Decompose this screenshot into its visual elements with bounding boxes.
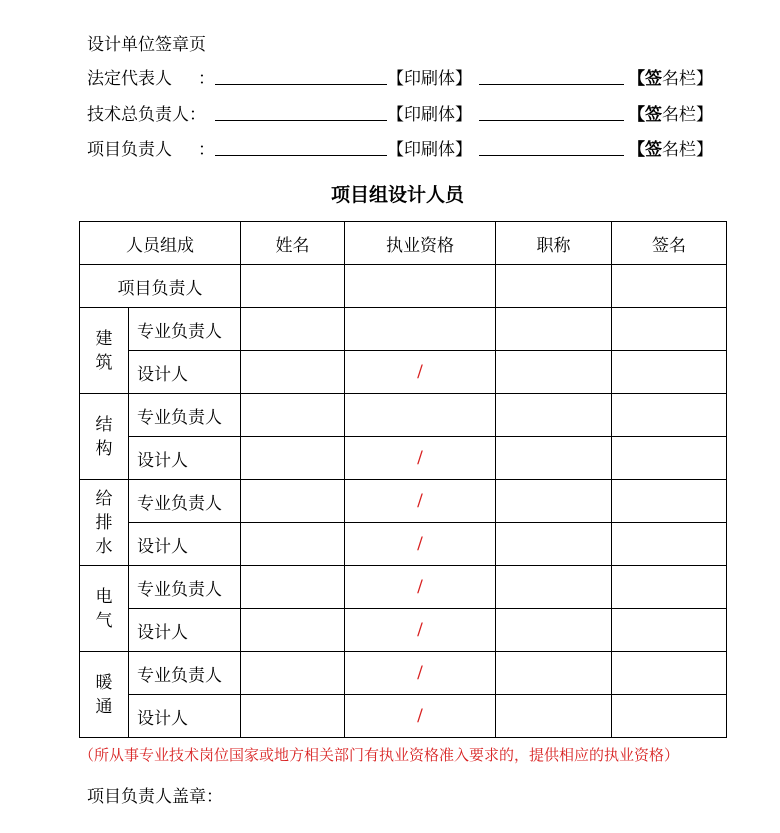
- signature-colon: ：: [198, 140, 215, 160]
- signature-label: 技术总负责人：: [87, 105, 206, 125]
- header-signature: 签名: [612, 222, 727, 265]
- sign-tag: [628, 64, 713, 89]
- table-row: [80, 351, 727, 394]
- discipline-plumbing: [80, 480, 129, 566]
- print-name-line[interactable]: [215, 84, 387, 85]
- qualification-cell[interactable]: /: [345, 566, 496, 609]
- signature-line[interactable]: [479, 120, 624, 121]
- qualification-cell[interactable]: /: [345, 480, 496, 523]
- signature-cell[interactable]: [612, 566, 727, 609]
- print-tag: 【印刷体】: [387, 105, 472, 125]
- signature-cell[interactable]: [612, 308, 727, 351]
- name-cell[interactable]: [241, 566, 345, 609]
- discipline-structure: [80, 394, 129, 480]
- signature-row-legal-rep: [87, 64, 727, 88]
- discipline-char: 结: [95, 414, 113, 435]
- sign-tag-rest: 名栏】: [662, 69, 713, 89]
- signature-label: 项目负责人: [87, 140, 172, 160]
- signature-colon: ：: [198, 69, 215, 89]
- discipline-architecture: [80, 308, 129, 394]
- name-cell[interactable]: [241, 480, 345, 523]
- discipline-char: 排: [95, 512, 113, 533]
- role-cell: 专业负责人: [129, 652, 241, 695]
- discipline-char: 气: [95, 610, 113, 631]
- signature-cell[interactable]: [612, 523, 727, 566]
- name-cell[interactable]: [241, 652, 345, 695]
- table-row: [80, 394, 727, 437]
- qualification-cell[interactable]: [345, 308, 496, 351]
- table-row: [80, 695, 727, 738]
- title-cell[interactable]: [496, 609, 612, 652]
- name-cell[interactable]: [241, 394, 345, 437]
- print-name-line[interactable]: [215, 120, 387, 121]
- signature-cell[interactable]: [612, 652, 727, 695]
- table-row: [80, 609, 727, 652]
- role-cell: 项目负责人: [80, 265, 241, 308]
- title-cell[interactable]: [496, 523, 612, 566]
- discipline-char: 暖: [95, 672, 113, 693]
- design-staff-table: [79, 221, 727, 738]
- signature-cell[interactable]: [612, 437, 727, 480]
- sign-tag-rest: 名栏】: [662, 140, 713, 160]
- qualification-note: （所从事专业技术岗位国家或地方相关部门有执业资格准入要求的，提供相应的执业资格）: [79, 746, 680, 764]
- page-heading: 设计单位签章页: [87, 35, 206, 55]
- signature-label: 法定代表人: [87, 69, 172, 89]
- qualification-cell[interactable]: /: [345, 523, 496, 566]
- signature-row-tech-lead: [87, 100, 727, 124]
- role-cell: 专业负责人: [129, 308, 241, 351]
- table-row: [80, 566, 727, 609]
- title-cell[interactable]: [496, 394, 612, 437]
- discipline-electrical: [80, 566, 129, 652]
- header-name: 姓名: [241, 222, 345, 265]
- signature-cell[interactable]: [612, 695, 727, 738]
- sign-tag-bold: 【签: [628, 140, 662, 160]
- signature-cell[interactable]: [612, 394, 727, 437]
- sign-tag: [628, 135, 713, 160]
- project-leader-stamp-label: 项目负责人盖章：: [87, 787, 223, 807]
- title-cell[interactable]: [496, 437, 612, 480]
- title-cell[interactable]: [496, 566, 612, 609]
- header-title: 职称: [496, 222, 612, 265]
- title-cell[interactable]: [496, 695, 612, 738]
- qualification-cell[interactable]: [345, 265, 496, 308]
- print-tag: 【印刷体】: [387, 69, 472, 89]
- sign-tag-rest: 名栏】: [662, 105, 713, 125]
- discipline-char: 通: [95, 696, 113, 717]
- role-cell: 设计人: [129, 437, 241, 480]
- title-cell[interactable]: [496, 308, 612, 351]
- title-cell[interactable]: [496, 265, 612, 308]
- table-row-project-leader: [80, 265, 727, 308]
- discipline-char: 给: [95, 488, 113, 509]
- print-tag: 【印刷体】: [387, 140, 472, 160]
- qualification-cell[interactable]: [345, 394, 496, 437]
- title-cell[interactable]: [496, 480, 612, 523]
- signature-cell[interactable]: [612, 265, 727, 308]
- qualification-cell[interactable]: /: [345, 437, 496, 480]
- role-cell: 专业负责人: [129, 394, 241, 437]
- table-row: [80, 652, 727, 695]
- discipline-hvac: [80, 652, 129, 738]
- role-cell: 设计人: [129, 609, 241, 652]
- role-cell: 设计人: [129, 523, 241, 566]
- qualification-cell[interactable]: /: [345, 695, 496, 738]
- table-title: 项目组设计人员: [330, 184, 464, 206]
- header-qualification: 执业资格: [345, 222, 496, 265]
- sign-tag-bold: 【签: [628, 69, 662, 89]
- qualification-cell[interactable]: /: [345, 652, 496, 695]
- role-cell: 设计人: [129, 695, 241, 738]
- qualification-cell[interactable]: /: [345, 351, 496, 394]
- name-cell[interactable]: [241, 265, 345, 308]
- signature-line[interactable]: [479, 84, 624, 85]
- table-row: [80, 523, 727, 566]
- signature-row-project-lead: [87, 135, 727, 159]
- title-cell[interactable]: [496, 351, 612, 394]
- sign-tag-bold: 【签: [628, 105, 662, 125]
- discipline-char: 筑: [95, 352, 113, 373]
- role-cell: 专业负责人: [129, 566, 241, 609]
- name-cell[interactable]: [241, 609, 345, 652]
- sign-tag: [628, 100, 713, 125]
- table-row: [80, 308, 727, 351]
- role-cell: 设计人: [129, 351, 241, 394]
- print-name-line[interactable]: [215, 155, 387, 156]
- qualification-cell[interactable]: /: [345, 609, 496, 652]
- discipline-char: 建: [95, 328, 113, 349]
- table-row: [80, 480, 727, 523]
- title-cell[interactable]: [496, 652, 612, 695]
- discipline-char: 水: [95, 536, 113, 557]
- name-cell[interactable]: [241, 437, 345, 480]
- header-composition: 人员组成: [80, 222, 241, 265]
- discipline-char: 构: [95, 438, 113, 459]
- signature-cell[interactable]: [612, 609, 727, 652]
- name-cell[interactable]: [241, 523, 345, 566]
- table-row: [80, 437, 727, 480]
- name-cell[interactable]: [241, 695, 345, 738]
- table-header-row: [80, 222, 727, 265]
- signature-cell[interactable]: [612, 480, 727, 523]
- role-cell: 专业负责人: [129, 480, 241, 523]
- signature-line[interactable]: [479, 155, 624, 156]
- name-cell[interactable]: [241, 308, 345, 351]
- discipline-char: 电: [95, 586, 113, 607]
- name-cell[interactable]: [241, 351, 345, 394]
- signature-cell[interactable]: [612, 351, 727, 394]
